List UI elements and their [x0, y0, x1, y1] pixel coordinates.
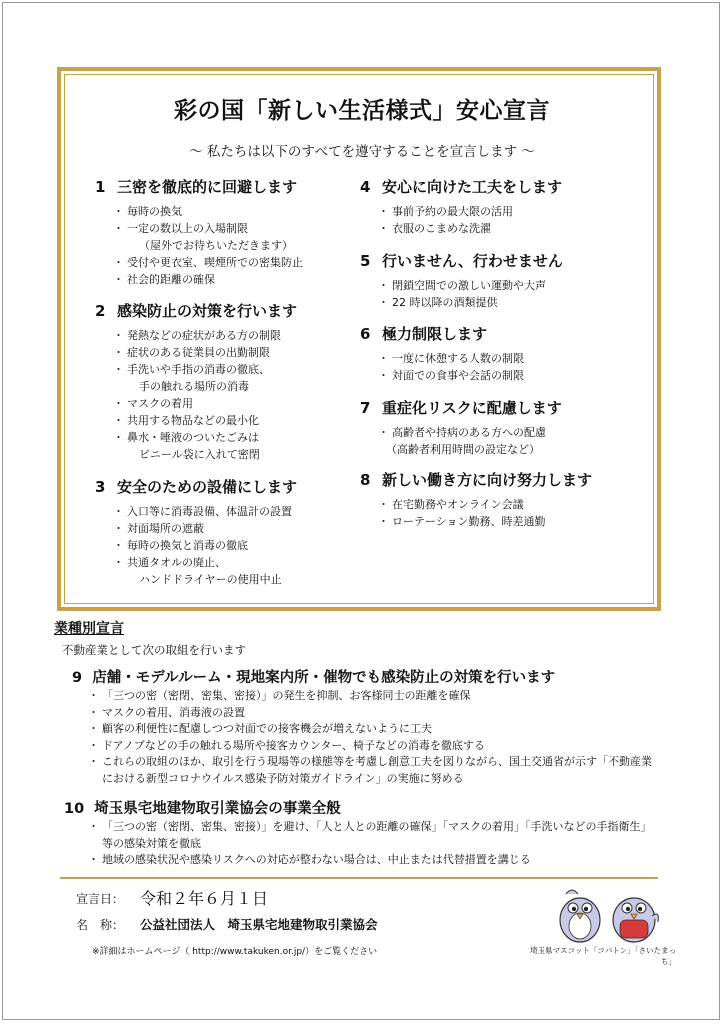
list-item: ・ ドアノブなどの手の触れる場所や接客カウンター、椅子などの消毒を徹底する [92, 738, 652, 755]
list-item: ・ 手洗いや手指の消毒の徹底、 [117, 361, 355, 378]
list-item: ・ 顧客の利便性に配慮しつつ対面での接客機会が増えないように工夫 [92, 721, 652, 738]
section-number: 7 [360, 399, 371, 417]
section-heading: 重症化リスクに配慮します [382, 399, 562, 417]
section-number: 3 [95, 478, 106, 496]
list-item: ・ 発熱などの症状がある方の制限 [117, 327, 355, 344]
list-item: ・ 衣服のこまめな洗濯 [382, 220, 640, 237]
section-10-heading [64, 797, 341, 818]
list-item: ・ 毎時の換気 [117, 203, 355, 220]
list-item: ・ 地域の感染状況や感染リスクへの対応が整わない場合は、中止または代替措置を講じる [92, 852, 652, 869]
list-item: 手の触れる場所の消毒 [139, 380, 249, 393]
homepage-note: ※詳細はホームページ（ http://www.takuken.or.jp/）をご覧ください [92, 947, 378, 957]
list-item: ・ 症状のある従業員の出勤制限 [117, 344, 355, 361]
section-number: 9 [72, 670, 83, 686]
right-section-4 [360, 176, 640, 237]
page-subtitle: ～ 私たちは以下のすべてを遵守することを宣言します ～ [189, 144, 535, 160]
list-item: ・ 対面場所の遮蔽 [117, 520, 355, 537]
page-title: 彩の国「新しい生活様式」安心宣言 [174, 98, 550, 124]
left-column-3 [95, 476, 355, 588]
section-1 [95, 176, 355, 288]
section-heading: 店舗・モデルルーム・現地案内所・催物でも感染防止の対策を行います [92, 670, 556, 686]
section-heading: 行いません、行わせません [382, 252, 563, 270]
section-heading: 極力制限します [382, 325, 488, 343]
section-heading: 安心に向けた工夫をします [382, 178, 563, 196]
mascot-icon [548, 880, 668, 944]
section-heading: 新しい働き方に向け努力します [382, 471, 593, 489]
section-heading: 安全のための設備にします [117, 478, 298, 496]
section-3 [95, 476, 355, 588]
section-heading: 三密を徹底的に回避します [117, 178, 298, 196]
list-item: ・ これらの取組のほか、取引を行う現場等の様態等を考慮し創意工夫を図りながら、国土交通省が示す「不動産業における新型コロナウイルス感染予防対策ガイドライン」の実施に努める [92, 754, 652, 787]
section-number: 6 [360, 325, 371, 343]
list-item: ・ 鼻水・唾液のついたごみは [117, 429, 355, 446]
section-number: 8 [360, 471, 371, 489]
list-item: ・ 「三つの密（密閉、密集、密接）」を避け、「人と人との距離の確保」「マスクの着用」「手洗いなどの手指衛生」等の感染対策を徹底 [92, 819, 652, 852]
organization-name: 公益社団法人 埼玉県宅地建物取引業協会 [140, 917, 378, 932]
section-heading: 埼玉県宅地建物取引業協会の事業全般 [94, 801, 341, 817]
mascot-illustration [548, 880, 668, 944]
list-item: ・ 「三つの密（密閉、密集、密接）」の発生を抑制、お客様同士の距離を確保 [92, 688, 652, 705]
section-heading: 感染防止の対策を行います [117, 302, 298, 320]
right-section-8 [360, 469, 650, 530]
section-number: 4 [360, 178, 371, 196]
right-section-7 [360, 397, 640, 458]
list-item: ・ 在宅勤務やオンライン会議 [382, 496, 650, 513]
list-item: ・ 高齢者や持病のある方への配慮 [382, 424, 640, 441]
list-item: ・ マスクの着用、消毒液の設置 [92, 705, 652, 722]
industry-declaration-title: 業種別宣言 [54, 621, 124, 637]
divider [60, 877, 658, 879]
list-item: ・ 一度に休憩する人数の制限 [382, 350, 640, 367]
list-item: ・ ローテーション勤務、時差通勤 [382, 513, 650, 530]
list-item: ・ 閉鎖空間での激しい運動や大声 [382, 277, 640, 294]
left-column-2 [95, 300, 355, 463]
section-number: 2 [95, 302, 106, 320]
list-item: ・ 22 時以降の酒類提供 [382, 294, 640, 311]
list-item: ・ マスクの着用 [117, 395, 355, 412]
list-item: ・ 事前予約の最大限の活用 [382, 203, 640, 220]
list-item: （高齢者利用時間の設定など） [386, 443, 540, 456]
list-item: ・ 共通タオルの廃止、 [117, 554, 355, 571]
section-number: 10 [64, 801, 85, 817]
section-10-list [92, 819, 652, 869]
left-column [95, 176, 355, 288]
list-item: ・ 対面での食事や会話の制限 [382, 367, 640, 384]
list-item: ・ 社会的距離の確保 [117, 271, 355, 288]
right-section-6 [360, 323, 640, 384]
section-number: 5 [360, 252, 371, 270]
list-item: ビニール袋に入れて密閉 [139, 448, 260, 461]
list-item: ・ 毎時の換気と消毒の徹底 [117, 537, 355, 554]
list-item: （屋外でお待ちいただきます） [139, 239, 293, 252]
right-section-5 [360, 250, 640, 311]
section-number: 1 [95, 178, 106, 196]
list-item: ・ 一定の数以上の入場制限 [117, 220, 355, 237]
industry-declaration-subtitle: 不動産業として次の取組を行います [62, 643, 246, 657]
organization-name-label: 名 称： [76, 918, 125, 932]
section-9-heading [72, 666, 555, 687]
mascot-caption: 埼玉県マスコット「コバトン」「さいたまっち」 [530, 946, 676, 966]
section-9-list [92, 688, 652, 787]
list-item: ハンドドライヤーの使用中止 [139, 573, 282, 586]
list-item: ・ 共用する物品などの最小化 [117, 412, 355, 429]
section-2 [95, 300, 355, 463]
declaration-date-label: 宣言日： [76, 892, 125, 906]
list-item: ・ 受付や更衣室、喫煙所での密集防止 [117, 254, 355, 271]
list-item: ・ 入口等に消毒設備、体温計の設置 [117, 503, 355, 520]
declaration-date: 令和２年６月１日 [140, 889, 269, 908]
